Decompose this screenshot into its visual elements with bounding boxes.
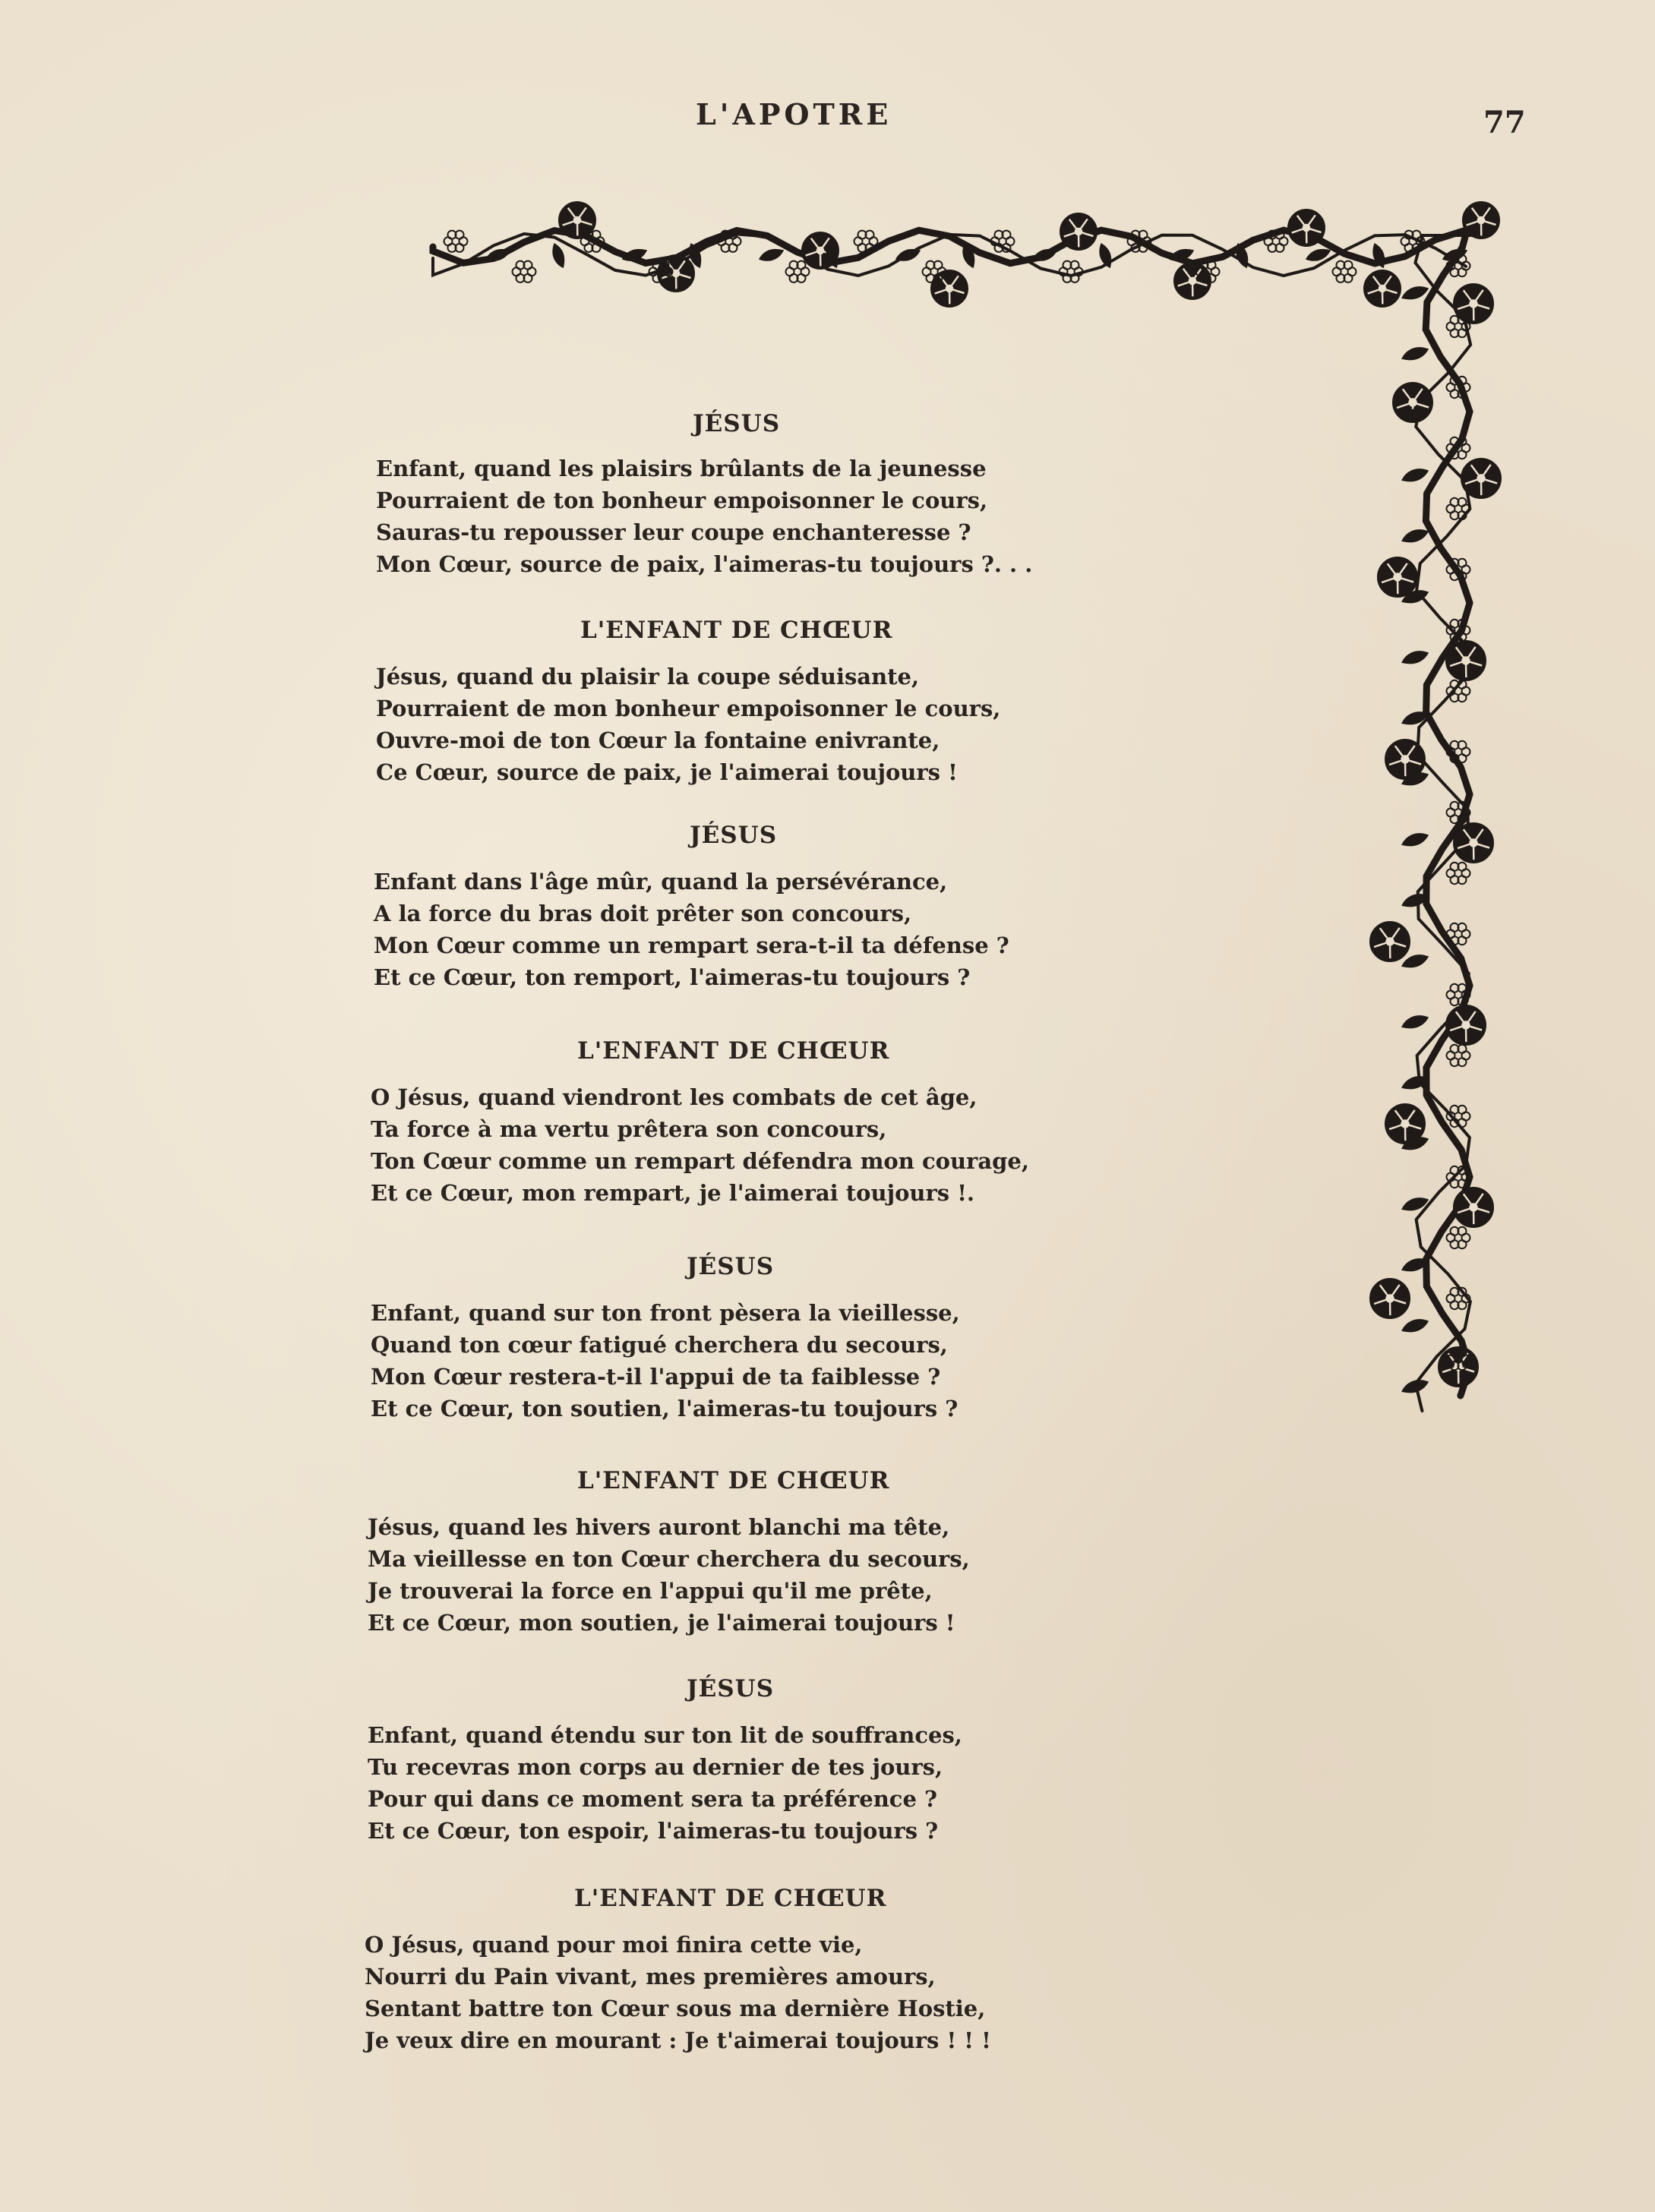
- flower-center: [1461, 656, 1470, 664]
- leaf: [1401, 1012, 1430, 1031]
- speaker-heading: JÉSUS: [687, 1675, 775, 1702]
- flower-center: [1477, 216, 1486, 225]
- flower-center: [1469, 299, 1477, 308]
- verse-line: Pour qui dans ce moment sera ta préférence ?: [368, 1786, 937, 1812]
- verse-line: Ta force à ma vertu prêtera son concours,: [371, 1116, 887, 1142]
- leaf: [1401, 1377, 1430, 1396]
- flower-center: [1393, 573, 1401, 581]
- verse-line: Sauras-tu repousser leur coupe enchanteresse ?: [376, 519, 971, 545]
- verse-line: Enfant, quand sur ton front pèsera la vieillesse,: [371, 1300, 960, 1326]
- verse-line: Et ce Cœur, ton soutien, l'aimeras-tu toujours ?: [371, 1396, 959, 1422]
- flower-center: [1461, 1021, 1470, 1029]
- speaker-heading: JÉSUS: [690, 822, 778, 849]
- verse-line: Je veux dire en mourant : Je t'aimerai toujours ! ! !: [365, 2027, 991, 2053]
- verse-line: Je trouverai la force en l'appui qu'il me prête,: [368, 1578, 933, 1604]
- page-number: 77: [1483, 105, 1526, 140]
- leaf: [1401, 648, 1430, 667]
- verse-line: Et ce Cœur, ton remport, l'aimeras-tu toujours ?: [374, 964, 971, 990]
- leaf: [1401, 1316, 1430, 1335]
- verse-line: Pourraient de mon bonheur empoisonner le cours,: [376, 696, 1001, 721]
- verse-line: A la force du bras doit prêter son concours,: [374, 901, 912, 926]
- flower-center: [1408, 398, 1417, 406]
- verse-line: Et ce Cœur, ton espoir, l'aimeras-tu toujours ?: [368, 1818, 939, 1844]
- speaker-heading: JÉSUS: [687, 1253, 775, 1280]
- speaker-heading: JÉSUS: [693, 410, 781, 437]
- speaker-heading: L'ENFANT DE CHŒUR: [577, 1037, 890, 1065]
- leaf: [1401, 344, 1430, 363]
- verse-line: Sentant battre ton Cœur sous ma dernière Hostie,: [365, 1996, 986, 2021]
- floral-vine-border: [425, 175, 1527, 1435]
- leaf: [1401, 465, 1430, 484]
- verse-line: Quand ton cœur fatigué cherchera du secours,: [371, 1332, 948, 1358]
- flower-center: [1385, 1294, 1394, 1302]
- verse-line: Ouvre-moi de ton Cœur la fontaine enivrante,: [376, 727, 940, 753]
- speaker-heading: L'ENFANT DE CHŒUR: [577, 1467, 890, 1494]
- flower-center: [1477, 474, 1485, 482]
- flower-center: [1303, 224, 1311, 232]
- verse-line: Ton Cœur comme un rempart défendra mon courage,: [371, 1148, 1029, 1174]
- verse-line: Mon Cœur comme un rempart sera-t-il ta défense ?: [374, 932, 1009, 958]
- flower-center: [573, 216, 582, 225]
- verse-line: Et ce Cœur, mon rempart, je l'aimerai toujours !.: [371, 1180, 975, 1206]
- leaf: [1097, 242, 1114, 269]
- verse-line: Mon Cœur restera-t-il l'appui de ta faiblesse ?: [371, 1364, 941, 1390]
- leaf: [758, 246, 785, 263]
- leaf: [1401, 526, 1430, 545]
- verse-line: O Jésus, quand pour moi finira cette vie,: [365, 1932, 863, 1958]
- flower-center: [1401, 1119, 1409, 1128]
- leaf: [1401, 830, 1430, 849]
- speaker-heading: L'ENFANT DE CHŒUR: [574, 1885, 887, 1912]
- leaf: [550, 242, 567, 269]
- flower-center: [1385, 937, 1394, 945]
- verse-line: Enfant dans l'âge mûr, quand la persévérance,: [374, 869, 948, 895]
- verse-line: O Jésus, quand viendront les combats de cet âge,: [371, 1084, 978, 1110]
- verse-line: Jésus, quand du plaisir la coupe séduisante,: [376, 664, 920, 689]
- verse-line: Ma vieillesse en ton Cœur cherchera du secours,: [368, 1546, 970, 1572]
- verse-line: Tu recevras mon corps au dernier de tes jours,: [368, 1754, 943, 1780]
- flower-center: [1469, 1203, 1477, 1211]
- verse-line: Et ce Cœur, mon soutien, je l'aimerai toujours !: [368, 1610, 955, 1636]
- flower-center: [1469, 838, 1477, 847]
- flower-center: [946, 285, 954, 293]
- verse-line: Enfant, quand les plaisirs brûlants de la jeunesse: [376, 456, 987, 481]
- verse-line: Pourraient de ton bonheur empoisonner le cours,: [376, 488, 988, 513]
- flower-center: [1379, 285, 1387, 293]
- speaker-heading: L'ENFANT DE CHŒUR: [580, 617, 893, 644]
- verse-line: Mon Cœur, source de paix, l'aimeras-tu toujours ?. . .: [376, 551, 1033, 577]
- verse-line: Enfant, quand étendu sur ton lit de souffrances,: [368, 1722, 962, 1748]
- flower-center: [1189, 277, 1197, 286]
- verse-line: Ce Cœur, source de paix, je l'aimerai toujours !: [376, 759, 958, 785]
- verse-line: Nourri du Pain vivant, mes premières amours,: [365, 1964, 936, 1990]
- flower-center: [1401, 755, 1409, 763]
- flower-center: [1075, 228, 1083, 236]
- running-title: L'APOTRE: [696, 97, 892, 131]
- verse-line: Jésus, quand les hivers auront blanchi ma tête,: [368, 1514, 950, 1540]
- flower-center: [816, 247, 825, 255]
